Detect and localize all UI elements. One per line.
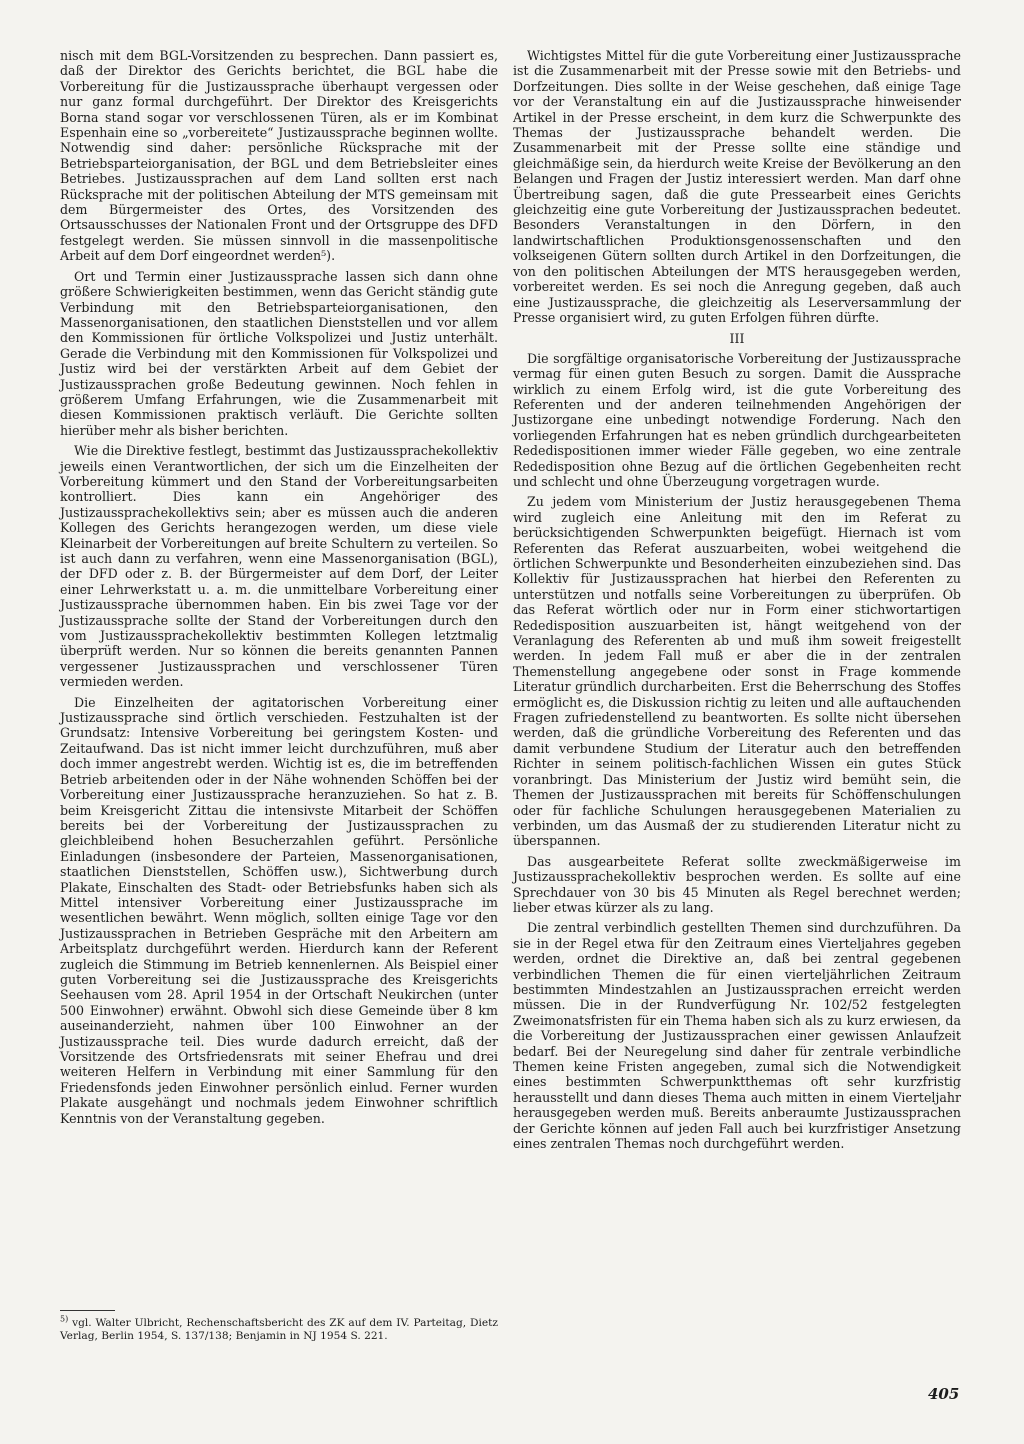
footnote-divider: [60, 1310, 115, 1311]
section-heading: III: [729, 331, 745, 347]
paragraph: nisch mit dem BGL-Vorsitzenden zu besprechen. Dann passiert es, daß der Direktor des Gerichts berichtet, die BGL habe die Vorbereitung für die Justizaussprache überhaupt vergessen oder nur ganz formal durchgeführt. Der Direktor des Kreisgerichts Borna stand sogar vor verschlossenen Türen, als er im Kombinat Espenhain eine so „vorbereitete“ Justizaussprache beginnen wollte. Notwendig sind daher: persönliche Rücksprache mit der Betriebsparteiorganisation, der BGL und dem Betriebsleiter eines Betriebes. Justizaussprachen auf dem Land sollten erst nach Rücksprache mit der politischen Abteilung der MTS gemeinsam mit dem Bürgermeister des Ortes, des Vorsitzenden des Ortsausschusses der Nationalen Front und der Ortsgruppe des DFD festgelegt werden. Sie müssen sinnvoll in die massenpolitische Arbeit auf dem Dorf eingeordnet werden⁵).: [60, 48, 498, 264]
paragraph: Wie die Direktive festlegt, bestimmt das Justizaussprachekollektiv jeweils einen Verantwortlichen, der sich um die Einzelheiten der Vorbereitung kümmert und den Stand der Vorbereitungsarbeiten kontrolliert. Dies kann ein Angehöriger des Justizaussprachekollektivs sein; aber es müssen auch die anderen Kollegen des Gerichts herangezogen werden, um diese viele Kleinarbeit der Vorbereitungen auf breite Schultern zu verteilen. So ist auch dann zu verfahren, wenn eine Massenorganisation (BGL), der DFD oder z. B. der Bürgermeister auf dem Dorf, der Leiter einer Lehrwerkstatt u. a. m. die unmittelbare Vorbereitung einer Justizaussprache übernommen haben. Ein bis zwei Tage vor der Justizaussprache sollte der Stand der Vorbereitungen durch den vom Justizaussprachekollektiv bestimmten Kollegen letztmalig überprüft werden. Nur so können die bereits genannten Pannen vergessener Justizaussprachen und verschlossener Türen vermieden werden.: [60, 443, 498, 690]
paragraph: Zu jedem vom Ministerium der Justiz herausgegebenen Thema wird zugleich eine Anleitung mit den im Referat zu berücksichtigenden Schwerpunkten beigefügt. Hiernach ist vom Referenten das Referat auszuarbeiten, wobei weitgehend die örtlichen Schwerpunkte und Besonderheiten einzubeziehen sind. Das Kollektiv für Justizaussprachen hat hierbei den Referenten zu unterstützen und notfalls seine Vorbereitungen zu überprüfen. Ob das Referat wörtlich oder nur in Form einer stichwortartigen Rededisposition auszuarbeiten ist, hängt weitgehend von der Veranlagung des Referenten ab und muß ihm soweit freigestellt werden. In jedem Fall muß er aber die in der zentralen Themenstellung angegebene oder sonst in Frage kommende Literatur gründlich durcharbeiten. Erst die Beherrschung des Stoffes ermöglicht es, die Diskussion richtig zu leiten und alle auftauchenden Fragen zufriedenstellend zu beantworten. Es sollte nicht übersehen werden, daß die gründliche Vorbereitung des Referenten und das damit verbundene Studium der Literatur auch den betreffenden Richter in seinem politisch-fachlichen Wissen ein gutes Stück voranbringt. Das Ministerium der Justiz wird bemüht sein, die Themen der Justizaussprachen mit bereits für Schöffenschulungen oder für fachliche Schulungen herausgegebenen Materialien zu verbinden, um das Ausmaß der zu studierenden Literatur nicht zu überspannen.: [513, 494, 961, 849]
right-column: [513, 48, 961, 1156]
paragraph: Das ausgearbeitete Referat sollte zweckmäßigerweise im Justizaussprachekollektiv besprochen werden. Es sollte auf eine Sprechdauer von 30 bis 45 Minuten als Regel berechnet werden; lieber etwas kürzer als zu lang.: [513, 853, 961, 915]
footnote: [60, 1314, 498, 1343]
paragraph: Die zentral verbindlich gestellten Themen sind durchzuführen. Da sie in der Regel etwa für den Zeitraum eines Vierteljahres gegeben werden, ordnet die Direktive an, daß bei zentral gegebenen verbindlichen Themen die für einen vierteljährlichen Zeitraum bestimmten Mindestzahlen an Justizaussprachen erreicht werden müssen. Die in der Rundverfügung Nr. 102/52 festgelegten Zweimonatsfristen für ein Thema haben sich als zu kurz erwiesen, da die Vorbereitung der Justizaussprachen einer gewissen Anlaufzeit bedarf. Bei der Neuregelung sind daher für zentrale verbindliche Themen keine Fristen angegeben, zumal sich die Notwendigkeit eines bestimmten Schwerpunktthemas oft sehr kurzfristig herausstellt und dann dieses Thema auch mitten in einem Vierteljahr herausgegeben werden muß. Bereits anberaumte Justizaussprachen der Gerichte können auf jeden Fall auch bei kurzfristiger Ansetzung eines zentralen Themas noch durchgeführt werden.: [513, 920, 961, 1152]
paragraph: Ort und Termin einer Justizaussprache lassen sich dann ohne größere Schwierigkeiten bestimmen, wenn das Gericht ständig gute Verbindung mit den Betriebsparteiorganisationen, den Massenorganisationen, den staatlichen Dienststellen und vor allem den Kommissionen für örtliche Volkspolizei und Justiz unterhält. Gerade die Verbindung mit den Kommissionen für Volkspolizei und Justiz wird bei der verstärkten Arbeit auf dem Gebiet der Justizaussprachen große Bedeutung gewinnen. Noch fehlen in größerem Umfang Erfahrungen, wie die Zusammenarbeit mit diesen Kommissionen praktisch verläuft. Die Gerichte sollten hierüber mehr als bisher berichten.: [60, 268, 498, 438]
page-number: 405: [928, 1385, 960, 1403]
footnote-marker: 5): [60, 1314, 69, 1324]
paragraph: Wichtigstes Mittel für die gute Vorbereitung einer Justizaussprache ist die Zusammenarbeit mit der Presse sowie mit den Betriebs- und Dorfzeitungen. Dies sollte in der Weise geschehen, daß einige Tage vor der Veranstaltung ein auf die Justizaussprache hinweisender Artikel in der Presse erscheint, in dem kurz die Schwerpunkte des Themas der Justizaussprache behandelt werden. Die Zusammenarbeit mit der Presse sollte eine ständige und gleichmäßige sein, da hierdurch weite Kreise der Bevölkerung an den Belangen und Fragen der Justiz interessiert werden. Man darf ohne Übertreibung sagen, daß die gute Pressearbeit eines Gerichts gleichzeitig eine gute Vorbereitung der Justizaussprachen bedeutet. Besonders Veranstaltungen in den Dörfern, in den landwirtschaftlichen Produktionsgenossenschaften und den volkseigenen Gütern sollten durch Artikel in den Dorfzeitungen, die von den politischen Abteilungen der MTS herausgegeben werden, vorbereitet werden. Es sei noch die Anregung gegeben, daß auch eine Justizaussprache, die gleichzeitig als Leserversammlung der Presse organisiert wird, zu guten Erfolgen führen dürfte.: [513, 48, 961, 325]
paragraph: Die sorgfältige organisatorische Vorbereitung der Justizaussprache vermag für einen guten Besuch zu sorgen. Damit die Aussprache wirklich zu einem Erfolg wird, ist die gute Vorbereitung des Referenten und der anderen teilnehmenden Angehörigen der Justizorgane eine unbedingt notwendige Forderung. Nach den vorliegenden Erfahrungen hat es neben gründlich durchgearbeiteten Rededispositionen immer wieder Fälle gegeben, wo eine zentrale Rededisposition ohne Bezug auf die örtlichen Gegebenheiten recht und schlecht und ohne Überzeugung vorgetragen wurde.: [513, 350, 961, 489]
left-column: [60, 48, 498, 1131]
footnote-text: vgl. Walter Ulbricht, Rechenschaftsbericht des ZK auf dem IV. Parteitag, Dietz Verlag, Berlin 1954, S. 137/138; Benjamin in NJ 1954 S. 221.: [60, 1317, 498, 1342]
paragraph: Die Einzelheiten der agitatorischen Vorbereitung einer Justizaussprache sind örtlich verschieden. Festzuhalten ist der Grundsatz: Intensive Vorbereitung bei geringstem Kosten- und Zeitaufwand. Das ist nicht immer leicht durchzuführen, muß aber doch immer angestrebt werden. Wichtig ist es, die im betreffenden Betrieb arbeitenden oder in der Nähe wohnenden Schöffen bei der Vorbereitung einer Justizaussprache heranzuziehen. So hat z. B. beim Kreisgericht Zittau die intensivste Mitarbeit der Schöffen bereits bei der Vorbereitung der Justizaussprachen zu gleichbleibend hohen Besucherzahlen geführt. Persönliche Einladungen (insbesondere der Parteien, Massenorganisationen, staatlichen Dienststellen, Schöffen usw.), Sichtwerbung durch Plakate, Einschalten des Stadt- oder Betriebsfunks haben sich als Mittel intensiver Vorbereitung einer Justizaussprache im wesentlichen bewährt. Wenn möglich, sollten einige Tage vor den Justizaussprachen in Betrieben Gespräche mit den Arbeitern am Arbeitsplatz durchgeführt werden. Hierdurch kann der Referent zugleich die Stimmung im Betrieb kennenlernen. Als Beispiel einer guten Vorbereitung sei die Justizaussprache des Kreisgerichts Seehausen vom 28. April 1954 in der Ortschaft Neukirchen (unter 500 Einwohner) erwähnt. Obwohl sich diese Gemeinde über 8 km auseinanderzieht, nahmen über 100 Einwohner an der Justizaussprache teil. Dies wurde dadurch erreicht, daß der Vorsitzende des Ortsfriedensrats mit seiner Ehefrau und drei weiteren Helfern in Verbindung mit einer Sammlung für den Friedensfonds jeden Einwohner persönlich einlud. Ferner wurden Plakate ausgehängt und nochmals jedem Einwohner schriftlich Kenntnis von der Veranstaltung gegeben.: [60, 694, 498, 1126]
